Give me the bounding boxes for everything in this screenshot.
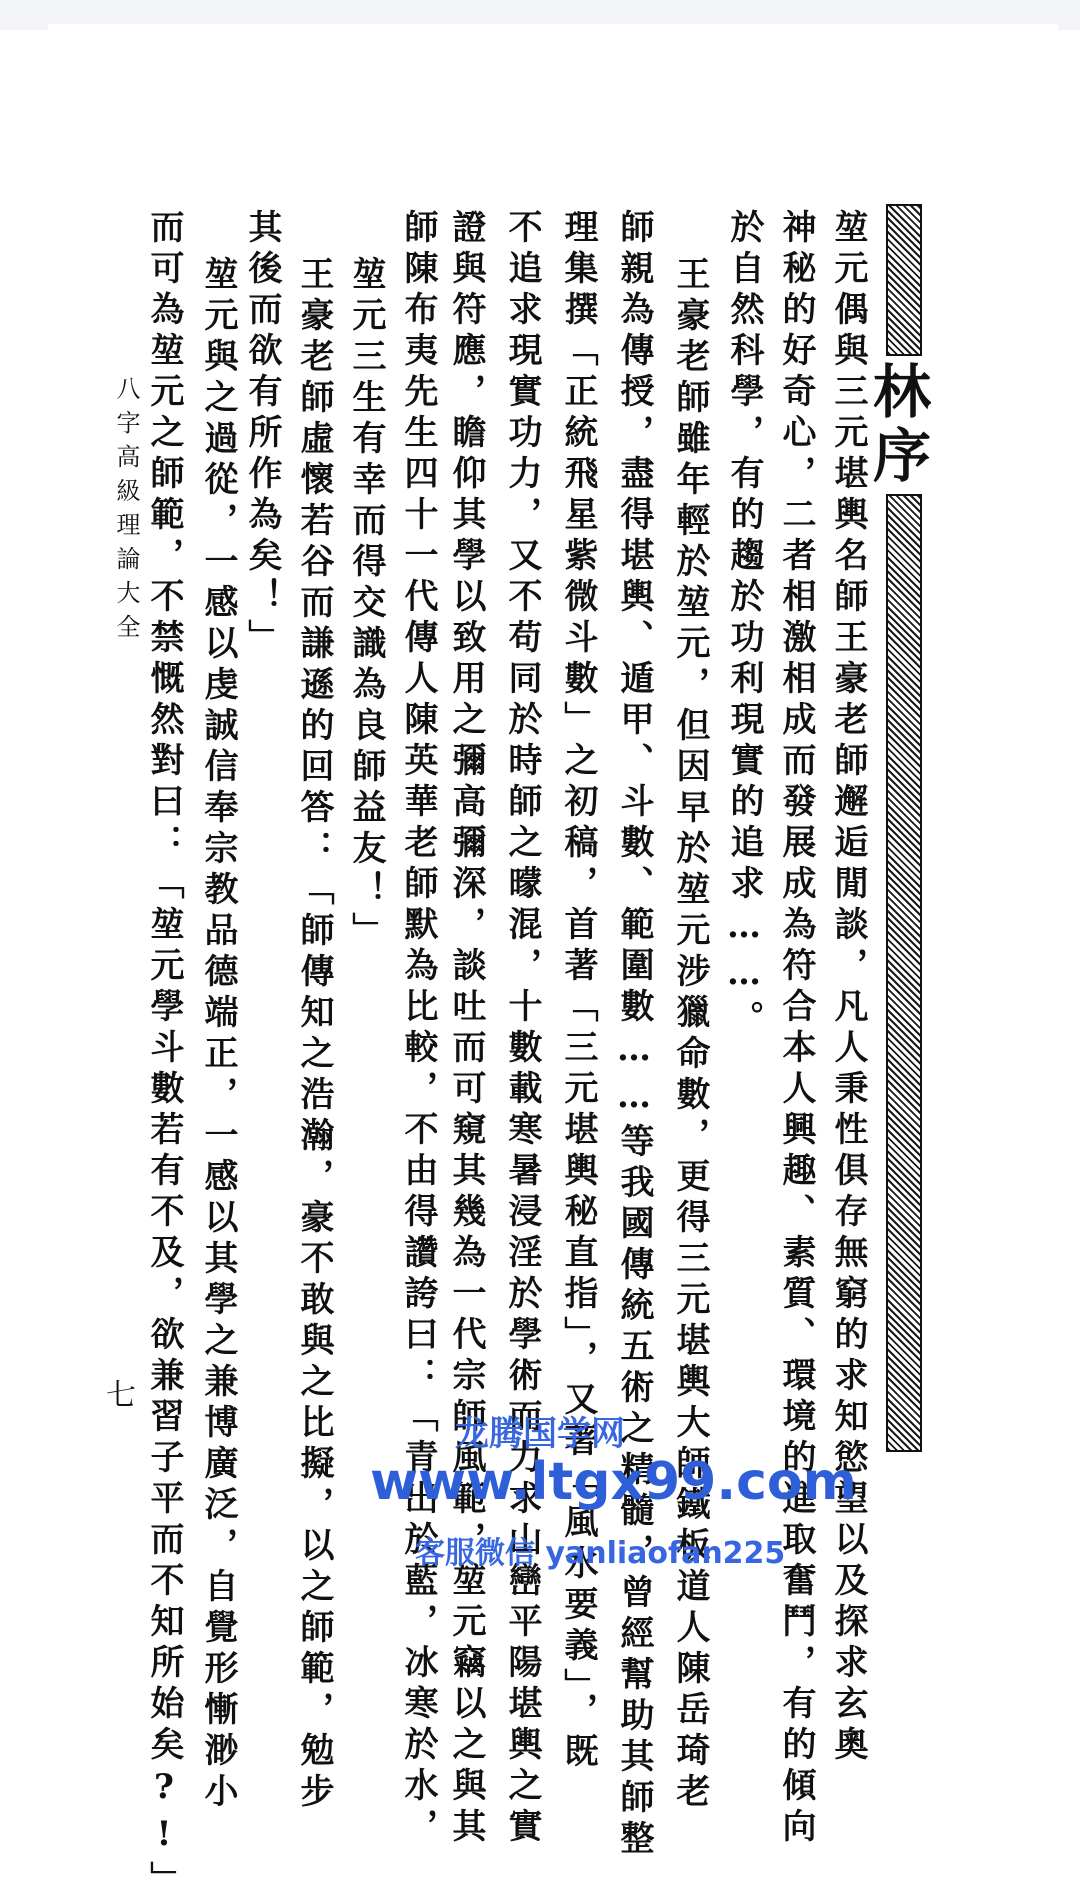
text-column: 王豪老師雖年輕於堃元，但因早於堃元涉獵命數，更得三元堪輿大師鐵板道人陳岳琦老 [670,256,710,1814]
text-column: 神秘的好奇心，二者相激相成而發展成為符合本人興趣、素質、環境的進取奮鬥，有的傾向 [776,209,816,1849]
text-column: 於自然科學，有的趨於功利現實的追求……。 [724,209,764,1041]
text-column: 王豪老師虛懷若谷而謙遜的回答：「師傳知之浩瀚，豪不敢與之比擬，以之師範，勉步 [294,256,334,1814]
book-page [48,24,1058,1902]
text-column: 不追求現實功力，又不苟同於時師之曚混，十數載寒暑浸淫於學術而力求山巒平陽堪輿之實 [502,209,542,1849]
watermark-url: www.ltgx99.com [370,1452,857,1512]
title-char-2: 序 [872,422,931,490]
text-column: 其後而欲有所作為矣！」 [242,209,282,660]
text-column: 理集撰「正統飛星紫微斗數」之初稿，首著「三元堪輿秘直指」，又著「風水要義」，既 [558,209,598,1774]
watermark-site-name: 龙腾国学网 [455,1414,625,1454]
running-header: 八字高級理論大全 [112,376,140,648]
text-column: 師親為傳授，盡得堪輿、遁甲、斗數、範圍數……等我國傳統五術之精髓，曾經幫助其師整 [614,209,654,1861]
text-column: 堃元偶與三元堪輿名師王豪老師邂逅閒談，凡人秉性俱存無窮的求知慾望以及探求玄奧 [828,209,868,1767]
title-char-1: 林 [872,358,931,426]
text-column: 而可為堃元之師範，不禁慨然對曰：「堃元學斗數若有不及，欲兼習子平而不知所始矣?!」 [144,209,184,1902]
watermark-contact: 客服微信 yanliaofan225 [415,1536,786,1571]
text-column: 堃元三生有幸而得交識為良師益友！」 [346,256,386,953]
section-title [854,360,950,488]
page-number: 七 [106,1378,136,1413]
title-band-top [886,204,922,356]
text-column: 證與符應，瞻仰其學以致用之彌高彌深，談吐而可窺其幾為一代宗師風範，堃元竊以之與其 [446,209,486,1849]
text-column: 堃元與之過從，一感以虔誠信奉宗教品德端正，一感以其學之兼博廣泛，自覺形慚渺小 [198,256,238,1814]
text-column: 師陳布夷先生四十一代傳人陳英華老師默為比較，不由得讚誇曰：「青出於藍，冰寒於水， [398,209,438,1849]
title-band-bottom [886,494,922,1452]
